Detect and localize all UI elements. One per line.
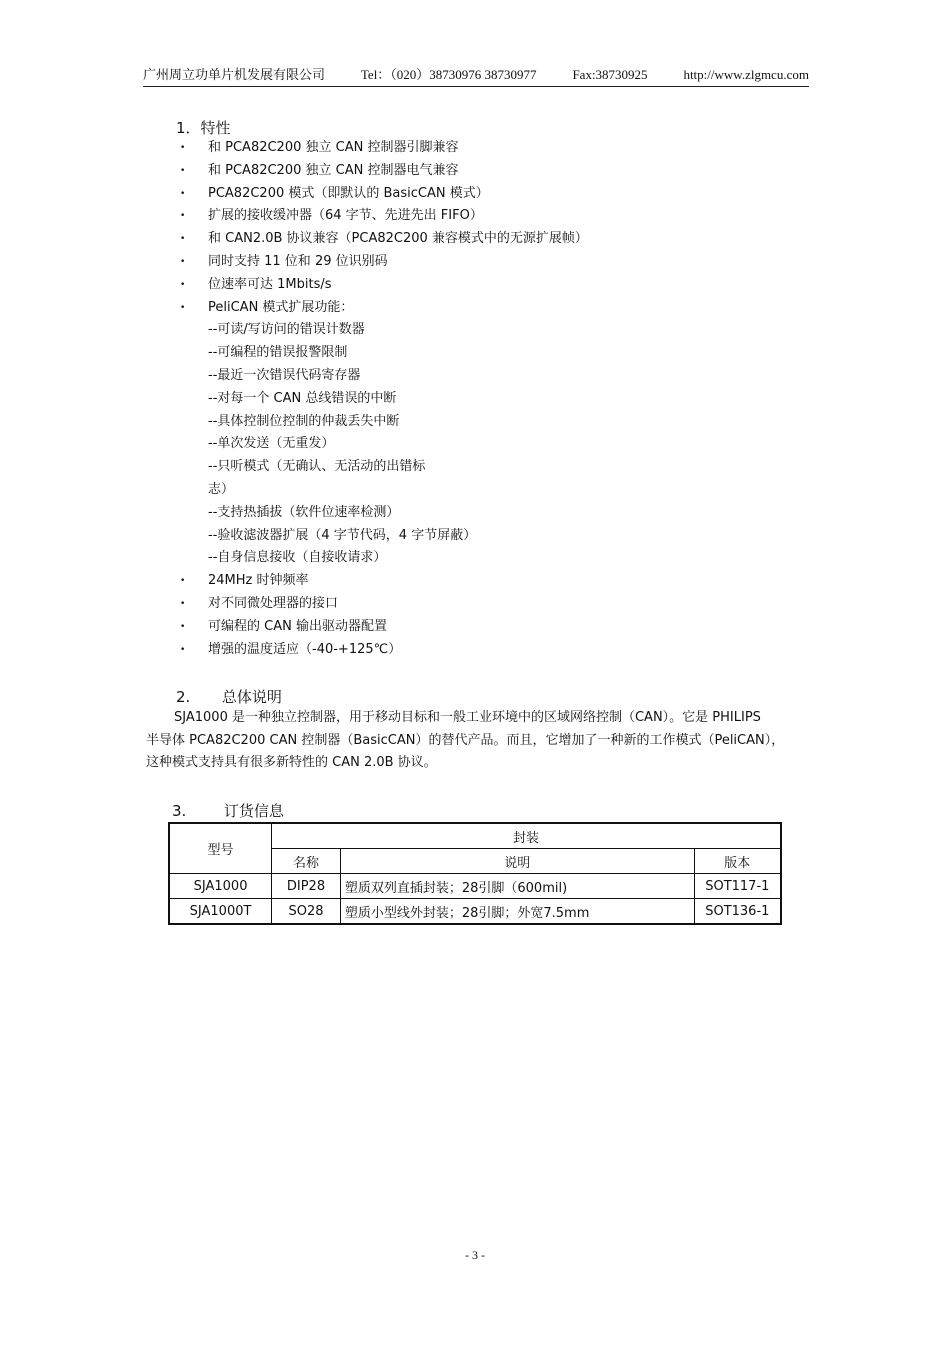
feature-text: 24MHz 时钟频率	[208, 573, 309, 589]
page-header	[143, 67, 809, 87]
header-tel: Tel：（020）38730976 38730977	[360, 67, 537, 82]
section3-title: 订货信息	[223, 802, 284, 820]
bullet-icon: •	[180, 165, 186, 176]
header-url[interactable]: http://www.zlgmcu.com	[683, 67, 809, 82]
section2-title: 总体说明	[221, 688, 282, 706]
cell-version: SOT117-1	[694, 874, 781, 899]
header-company: 广州周立功单片机发展有限公司	[143, 67, 326, 82]
bullet-icon: •	[180, 576, 186, 587]
section2-paragraph	[146, 707, 808, 775]
bullet-icon: •	[180, 302, 186, 313]
feature-text: --支持热插拔（软件位速率检测）	[208, 504, 400, 520]
header-package: 封装	[272, 823, 781, 849]
feature-text: PeliCAN 模式扩展功能：	[208, 299, 354, 315]
paragraph-line: SJA1000 是一种独立控制器，用于移动目标和一般工业环境中的区域网络控制（CAN）。它是 PHILIPS	[174, 710, 761, 725]
feature-text: 增强的温度适应（-40-+125℃）	[208, 641, 402, 657]
feature-text: --对每一个 CAN 总线错误的中断	[208, 390, 397, 406]
feature-text: --自身信息接收（自接收请求）	[208, 550, 387, 566]
header-version: 版本	[694, 849, 781, 874]
table-row	[169, 899, 781, 925]
feature-text: 和 PCA82C200 独立 CAN 控制器引脚兼容	[208, 140, 459, 155]
section1-title: 1．特性	[176, 119, 231, 137]
cell-version: SOT136-1	[694, 899, 781, 925]
bullet-icon: •	[180, 644, 186, 655]
bullet-icon: •	[180, 256, 186, 267]
paragraph-line: 这种模式支持具有很多新特性的 CAN 2.0B 协议。	[146, 755, 437, 770]
feature-text: 扩展的接收缓冲器（64 字节、先进先出 FIFO）	[208, 208, 483, 224]
page-number: - 3 -	[465, 1248, 485, 1262]
feature-text: 和 PCA82C200 独立 CAN 控制器电气兼容	[208, 162, 459, 178]
header-model: 型号	[169, 823, 272, 874]
feature-text: --可读/写访问的错误计数器	[208, 322, 365, 338]
bullet-icon: •	[180, 234, 186, 245]
feature-text: --可编程的错误报警限制	[208, 345, 348, 361]
bullet-icon: •	[180, 188, 186, 199]
cell-name: DIP28	[272, 874, 341, 899]
ordering-table	[168, 822, 782, 925]
section2-heading	[176, 686, 282, 707]
header-description: 说明	[340, 849, 694, 874]
bullet-icon: •	[180, 279, 186, 290]
cell-description: 塑质双列直插封装；28引脚（600mil)	[340, 874, 694, 899]
feature-text: 志）	[208, 481, 235, 497]
feature-text: --单次发送（无重发）	[208, 436, 335, 452]
feature-text: 同时支持 11 位和 29 位识别码	[208, 253, 388, 269]
feature-text: 和 CAN2.0B 协议兼容（PCA82C200 兼容模式中的无源扩展帧）	[208, 231, 588, 247]
bullet-icon: •	[180, 143, 186, 153]
table-row	[169, 874, 781, 899]
header-name: 名称	[272, 849, 341, 874]
bullet-icon: •	[180, 211, 186, 222]
cell-model: SJA1000	[169, 874, 272, 899]
feature-text: --最近一次错误代码寄存器	[208, 367, 361, 383]
cell-description: 塑质小型线外封装；28引脚；外宽7.5mm	[340, 899, 694, 925]
section3-heading	[172, 800, 284, 821]
section2-number: 2.	[176, 688, 191, 706]
feature-text: --验收滤波器扩展（4 字节代码，4 字节屏蔽）	[208, 527, 477, 543]
feature-text: 位速率可达 1Mbits/s	[208, 276, 332, 292]
section3-number: 3.	[172, 802, 187, 820]
bullet-icon: •	[180, 621, 186, 632]
feature-text: 对不同微处理器的接口	[208, 595, 339, 611]
bullet-icon: •	[180, 598, 186, 609]
header-fax: Fax:38730925	[572, 67, 648, 82]
feature-text: --具体控制位控制的仲裁丢失中断	[208, 413, 400, 429]
cell-name: SO28	[272, 899, 341, 925]
feature-text: 可编程的 CAN 输出驱动器配置	[208, 618, 387, 634]
paragraph-line: 半导体 PCA82C200 CAN 控制器（BasicCAN）的替代产品。而且，它增加了一种新的工作模式（PeliCAN），	[146, 732, 785, 748]
feature-text: --只听模式（无确认、无活动的出错标	[208, 459, 426, 475]
cell-model: SJA1000T	[169, 899, 272, 925]
feature-text: PCA82C200 模式（即默认的 BasicCAN 模式）	[208, 185, 489, 201]
